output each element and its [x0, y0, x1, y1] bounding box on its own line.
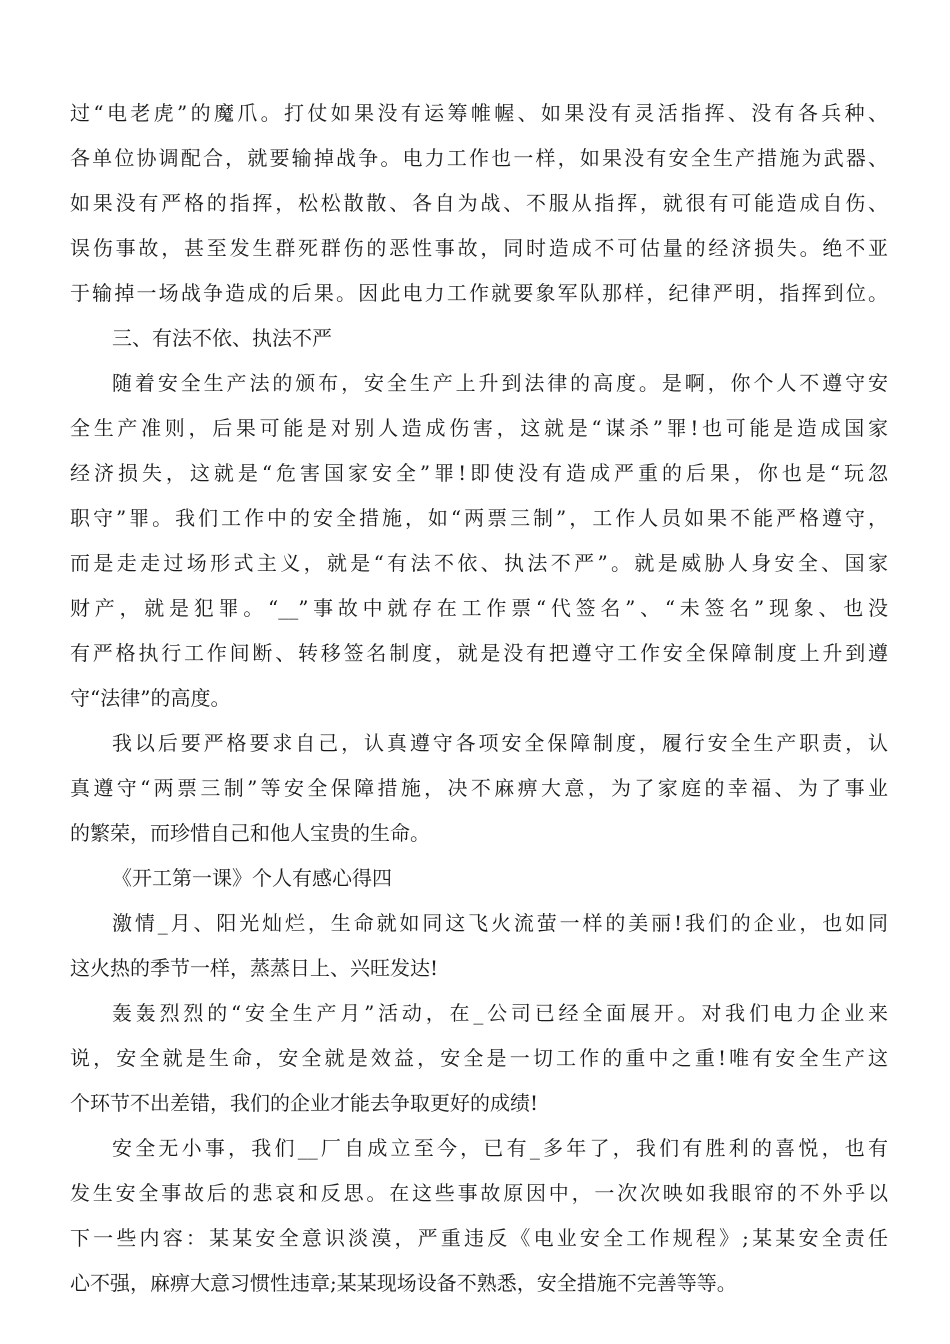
text-line: 职守”罪。我们工作中的安全措施，如“两票三制”，工作人员如果不能严格遵守， — [70, 506, 888, 530]
text-line: 个环节不出差错，我们的企业才能去争取更好的成绩! — [70, 1091, 539, 1115]
text-line: 有严格执行工作间断、转移签名制度，就是没有把遵守工作安全保障制度上升到遵 — [70, 641, 888, 665]
text-line: 激情_月、阳光灿烂，生命就如同这飞火流萤一样的美丽!我们的企业，也如同 — [112, 911, 888, 935]
text-line: 守“法律”的高度。 — [70, 686, 231, 710]
text-line: 真遵守“两票三制”等安全保障措施，决不麻痹大意，为了家庭的幸福、为了事业 — [70, 776, 888, 800]
text-line: 各单位协调配合，就要输掉战争。电力工作也一样，如果没有安全生产措施为武器、 — [70, 146, 888, 170]
section-heading: 《开工第一课》个人有感心得四 — [112, 866, 392, 890]
section-heading: 三、有法不依、执法不严 — [112, 326, 332, 350]
text-line: 经济损失，这就是“危害国家安全”罪!即使没有造成严重的后果，你也是“玩忽 — [70, 461, 888, 485]
text-line: 随着安全生产法的颁布，安全生产上升到法律的高度。是啊，你个人不遵守安 — [112, 371, 888, 395]
text-line: 轰轰烈烈的“安全生产月”活动，在_公司已经全面展开。对我们电力企业来 — [112, 1001, 888, 1025]
text-line: 财产，就是犯罪。“__”事故中就存在工作票“代签名”、“未签名”现象、也没 — [70, 596, 888, 620]
text-line: 下一些内容：某某安全意识淡漠，严重违反《电业安全工作规程》;某某安全责任 — [70, 1226, 888, 1250]
text-line: 这火热的季节一样，蒸蒸日上、兴旺发达! — [70, 956, 439, 980]
text-line: 误伤事故，甚至发生群死群伤的恶性事故，同时造成不可估量的经济损失。绝不亚 — [70, 236, 888, 260]
text-line: 安全无小事，我们__厂自成立至今，已有_多年了，我们有胜利的喜悦，也有 — [112, 1136, 888, 1160]
text-line: 心不强，麻痹大意习惯性违章;某某现场设备不熟悉，安全措施不完善等等。 — [70, 1271, 737, 1295]
text-line: 全生产准则，后果可能是对别人造成伤害，这就是“谋杀”罪!也可能是造成国家 — [70, 416, 888, 440]
text-line: 而是走走过场形式主义，就是“有法不依、执法不严”。就是威胁人身安全、国家 — [70, 551, 888, 575]
text-line: 说，安全就是生命，安全就是效益，安全是一切工作的重中之重!唯有安全生产这 — [70, 1046, 888, 1070]
text-line: 我以后要严格要求自己，认真遵守各项安全保障制度，履行安全生产职责，认 — [112, 731, 888, 755]
text-line: 过“电老虎”的魔爪。打仗如果没有运筹帷幄、如果没有灵活指挥、没有各兵种、 — [70, 101, 888, 125]
text-line: 的繁荣，而珍惜自己和他人宝贵的生命。 — [70, 821, 430, 845]
text-line: 发生安全事故后的悲哀和反思。在这些事故原因中，一次次映如我眼帘的不外乎以 — [70, 1181, 888, 1205]
text-line: 于输掉一场战争造成的后果。因此电力工作就要象军队那样，纪律严明，指挥到位。 — [70, 281, 888, 305]
text-line: 如果没有严格的指挥，松松散散、各自为战、不服从指挥，就很有可能造成自伤、 — [70, 191, 888, 215]
